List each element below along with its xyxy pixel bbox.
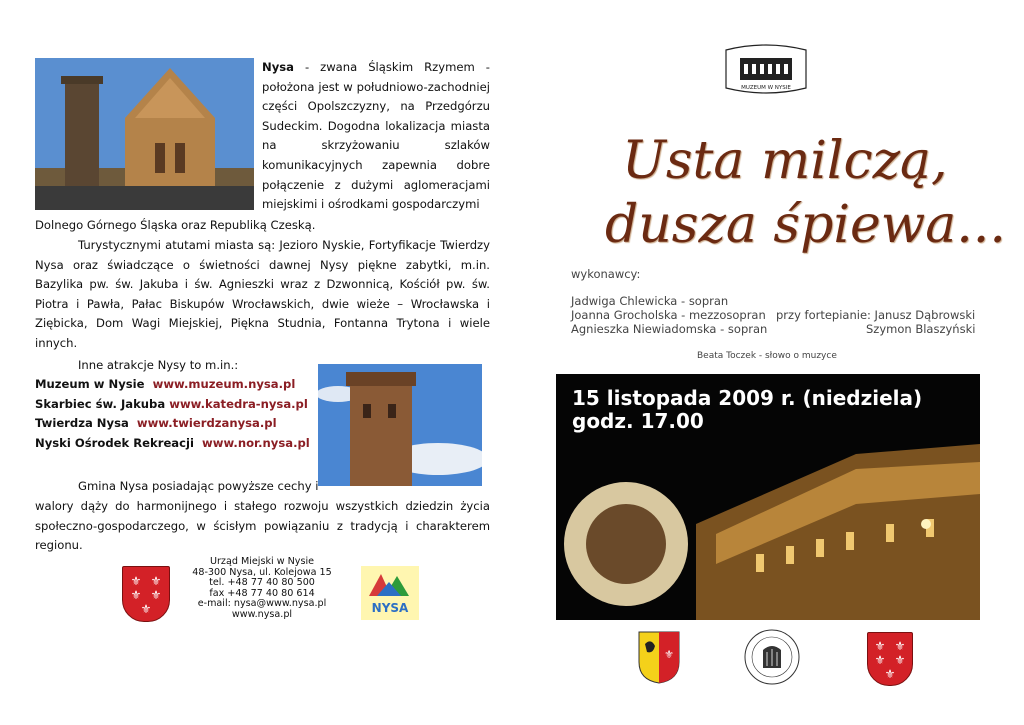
narrator: Beata Toczek - słowo o muzyce: [697, 351, 837, 361]
concert-title-line2: dusza śpiewa...: [605, 195, 1006, 255]
svg-text:⚜: ⚜: [130, 588, 142, 602]
performer-1: Jadwiga Chlewicka - sopran: [571, 294, 729, 308]
region-crest-icon: [637, 630, 681, 684]
intro-text: - zwana Śląskim Rzymem - położona jest w południowo-zachodniej części Opolszczyzny, na Przedgórzu Sudeckim. Dogodna lokalizacja miasta na skrzyżowaniu szlaków komunikacyjnych zapewnia dobre połączenie z dużymi aglomeracjami miejskimi i ośrodkami gospodarczymi: [262, 60, 490, 212]
svg-text:⚜: ⚜: [894, 653, 906, 667]
svg-text:⚜: ⚜: [150, 574, 162, 588]
concert-time: godz. 17.00: [572, 409, 704, 433]
concert-title-line1: Usta milczą,: [622, 131, 948, 191]
attraction-link[interactable]: www.katedra-nysa.pl: [169, 396, 308, 411]
svg-text:⚜: ⚜: [150, 588, 162, 602]
attraction-item: Nyski Ośrodek Rekreacji www.nor.nysa.pl: [35, 435, 310, 450]
nysa-logo-icon: [361, 566, 419, 620]
performer-3: Agnieszka Niewiadomska - sopran: [571, 322, 768, 336]
nysa-crest-icon: [122, 566, 170, 622]
svg-text:⚜: ⚜: [884, 667, 896, 681]
svg-text:NYSA: NYSA: [371, 601, 409, 615]
performers-label: wykonawcy:: [571, 267, 641, 281]
svg-text:⚜: ⚜: [664, 648, 674, 661]
attraction-link[interactable]: www.nor.nysa.pl: [202, 435, 310, 450]
attraction-item: Skarbiec św. Jakuba www.katedra-nysa.pl: [35, 396, 308, 411]
attraction-item: Muzeum w Nysie www.muzeum.nysa.pl: [35, 377, 296, 391]
concert-date: 15 listopada 2009 r. (niedziela): [572, 386, 923, 410]
footer-address: Urząd Miejski w Nysie 48-300 Nysa, ul. Kolejowa 15 tel. +48 77 40 80 500 fax +48 77 40 80 614 e-mail: nysa@www.nysa.pl www.nysa.pl: [192, 556, 332, 620]
svg-text:⚜: ⚜: [140, 602, 152, 616]
museum-logo-icon: [722, 44, 810, 98]
svg-text:⚜: ⚜: [894, 639, 906, 653]
nysa-crest-icon-right: [867, 632, 913, 686]
intro-bold: Nysa: [262, 60, 294, 74]
tower-photo: [318, 364, 482, 486]
closing-paragraph: walory dąży do harmonijnego i stałego rozwoju wszystkich dziedzin życia społeczno-gospodarczego, w ścisłym powiązaniu z tradycją i charakterem regionu.: [35, 499, 490, 553]
intro-continuation: Dolnego Górnego Śląska oraz Republiką Czeską.: [35, 218, 316, 232]
music-school-logo-icon: [743, 628, 801, 686]
piano-label: przy fortepianie: Janusz Dąbrowski: [776, 308, 976, 322]
attraction-link[interactable]: www.twierdzanysa.pl: [136, 416, 277, 431]
piano-second: Szymon Blaszyński: [866, 322, 976, 336]
svg-text:⚜: ⚜: [874, 653, 886, 667]
performer-2: Joanna Grocholska - mezzosopran: [571, 308, 766, 322]
intro-paragraph: [262, 58, 490, 215]
closing-start: Gmina Nysa posiadając powyższe cechy i: [78, 479, 319, 493]
attractions-paragraph: Turystycznymi atutami miasta są: Jezioro Nyskie, Fortyfikacje Twierdzy Nysa oraz świadczące o świetności dawnej Nysy piękne zabytki, m.in. Bazylika pw. św. Jakuba i św. Agnieszki wraz z Dzwonnicą, Kościół pw. św. Piotra i Pawła, Pałac Biskupów Wrocławskich, dwie wieże – Wrocławska i Ziębicka, Dom Wagi Miejskiej, Piękna Studnia, Fontanna Trytona i wiele innych.: [35, 238, 490, 350]
attractions-list: [35, 375, 310, 453]
church-photo: [35, 58, 254, 210]
svg-text:MUZEUM W NYSIE: MUZEUM W NYSIE: [741, 85, 791, 91]
attraction-item: Twierdza Nysa www.twierdzanysa.pl: [35, 416, 277, 431]
attraction-link[interactable]: www.muzeum.nysa.pl: [152, 377, 296, 391]
svg-text:⚜: ⚜: [130, 574, 142, 588]
attractions-title: Inne atrakcje Nysy to m.in.:: [78, 358, 239, 372]
svg-text:⚜: ⚜: [874, 639, 886, 653]
